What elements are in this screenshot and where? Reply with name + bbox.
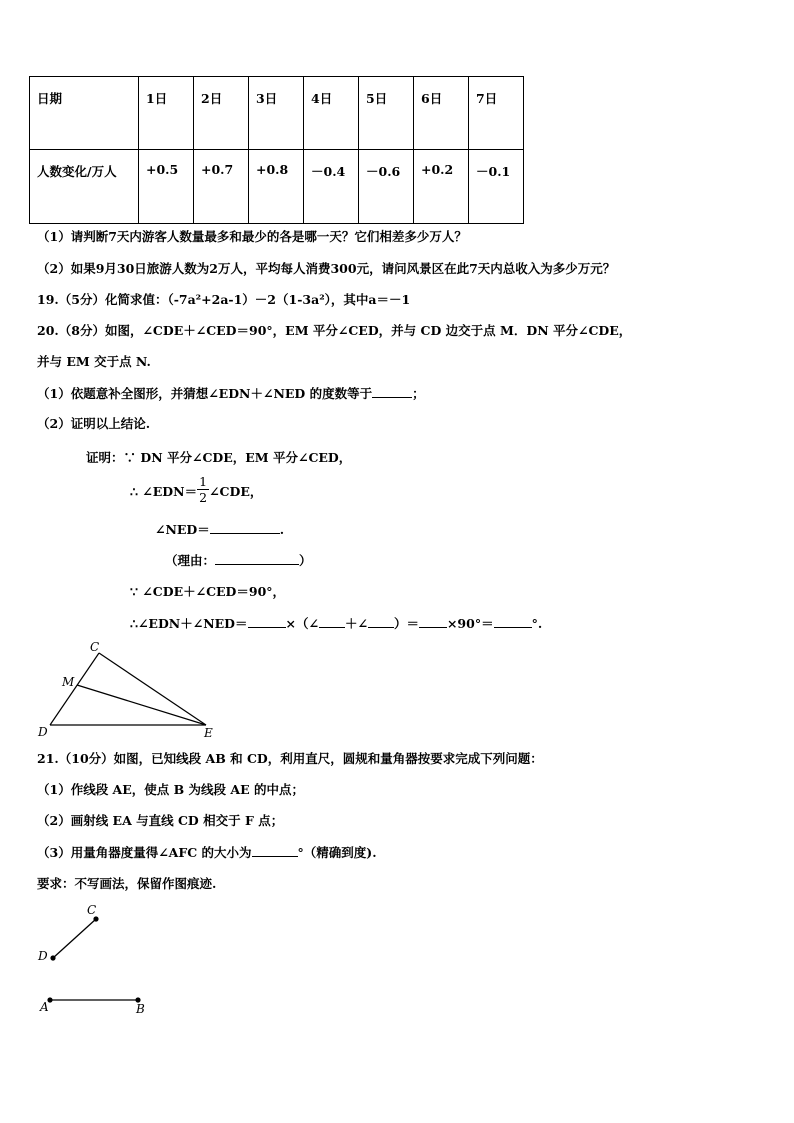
answer-blank[interactable] <box>215 552 299 565</box>
q20-sub2: （2）证明以上结论. <box>37 416 151 431</box>
segment-me <box>77 685 206 725</box>
segment-ce <box>99 653 206 725</box>
q18-sub1: （1）请判断7天内游客人数量最多和最少的各是哪一天？它们相差多少万人？ <box>37 229 467 244</box>
table-row <box>30 150 524 224</box>
table-header-row <box>30 77 524 150</box>
proof-line-6-part: ×90°＝ <box>446 616 494 631</box>
segment-cd <box>53 919 96 958</box>
proof-line-4-pre: （理由： <box>165 553 216 568</box>
q20-sub1 <box>37 385 425 402</box>
proof-line-6 <box>130 615 542 632</box>
answer-blank[interactable] <box>319 615 345 628</box>
q21-sub2: （2）画射线 EA 与直线 CD 相交于 F 点； <box>37 813 284 828</box>
q20-sub1-end: ； <box>412 386 425 401</box>
proof-line-3-end: . <box>279 522 285 537</box>
table-header-cell: 日期 <box>30 77 139 150</box>
q21-sub3-text: （3）用量角器度量得∠AFC 的大小为 <box>37 845 252 860</box>
proof-line-6-part: ）＝ <box>393 616 419 631</box>
proof-line-2 <box>130 474 262 514</box>
label-b: B <box>136 1002 145 1016</box>
proof-line-6-part: ×（∠ <box>285 616 319 631</box>
table-header-cell: 1日 <box>139 77 194 150</box>
table-cell: －0.6 <box>359 150 414 224</box>
table-header-cell: 4日 <box>304 77 359 150</box>
table-header-cell: 3日 <box>249 77 304 150</box>
table-cell: +0.7 <box>194 150 249 224</box>
table-row-label: 人数变化/万人 <box>30 150 139 224</box>
label-a: A <box>40 1000 49 1014</box>
answer-blank[interactable] <box>494 615 532 628</box>
tourist-change-table <box>29 76 524 224</box>
q21-requirement: 要求：不写画法，保留作图痕迹. <box>37 876 217 891</box>
answer-blank[interactable] <box>210 521 280 534</box>
q20-line2: 并与 EM 交于点 N. <box>37 354 151 369</box>
q20-line1: 20.（8分）如图，∠CDE＋∠CED＝90°，EM 平分∠CED，并与 CD 边交于点 M．DN 平分∠CDE， <box>37 323 632 338</box>
proof-line-1: 证明：∵ DN 平分∠CDE，EM 平分∠CED， <box>86 450 352 465</box>
q21-sub3 <box>37 844 377 861</box>
table-header-cell: 7日 <box>469 77 524 150</box>
q21-sub1: （1）作线段 AE，使点 B 为线段 AE 的中点； <box>37 782 304 797</box>
table-header-cell: 2日 <box>194 77 249 150</box>
fraction-numerator: 1 <box>197 474 209 490</box>
proof-line-6-part: ∴∠EDN＋∠NED＝ <box>130 616 248 631</box>
answer-blank[interactable] <box>372 385 412 398</box>
answer-blank[interactable] <box>368 615 394 628</box>
answer-blank[interactable] <box>248 615 286 628</box>
proof-line-5: ∵ ∠CDE＋∠CED＝90°， <box>130 584 286 599</box>
proof-line-3-text: ∠NED＝ <box>155 522 210 537</box>
proof-line-6-part: ＋∠ <box>344 616 368 631</box>
point-d <box>50 955 55 960</box>
table-cell: －0.4 <box>304 150 359 224</box>
label-m: M <box>62 675 75 689</box>
q19-text: 19.（5分）化简求值：（-7a²+2a-1）－2（1-3a²），其中a＝－1 <box>37 292 411 307</box>
table-cell: －0.1 <box>469 150 524 224</box>
answer-blank[interactable] <box>252 844 298 857</box>
proof-line-2-pre: ∴ ∠EDN＝ <box>130 484 198 499</box>
table-header-cell: 5日 <box>359 77 414 150</box>
q21-title: 21.（10分）如图，已知线段 AB 和 CD，利用直尺，圆规和量角器按要求完成下列问题： <box>37 751 543 766</box>
label-d: D <box>38 725 48 739</box>
table-cell: +0.8 <box>249 150 304 224</box>
proof-line-3 <box>155 521 284 538</box>
point-c <box>93 916 98 921</box>
table-cell: +0.5 <box>139 150 194 224</box>
table-header-cell: 6日 <box>414 77 469 150</box>
q21-sub3-end: °（精确到度). <box>297 845 377 860</box>
proof-line-6-part: °. <box>531 616 543 631</box>
proof-line-4-post: ） <box>299 553 312 568</box>
q18-sub2: （2）如果9月30日旅游人数为2万人，平均每人消费300元，请问风景区在此7天内总收入为多少万元？ <box>37 261 616 276</box>
triangle-figure <box>30 635 230 745</box>
answer-blank[interactable] <box>419 615 447 628</box>
segments-figure <box>30 900 180 1020</box>
fraction <box>197 474 209 506</box>
label-c: C <box>90 640 100 654</box>
proof-line-2-post: ∠CDE， <box>209 484 263 499</box>
q20-sub1-text: （1）依题意补全图形，并猜想∠EDN＋∠NED 的度数等于 <box>37 386 373 401</box>
fraction-denominator: 2 <box>199 490 208 505</box>
label-c: C <box>87 903 97 917</box>
label-d: D <box>38 949 48 963</box>
proof-line-4 <box>165 552 312 569</box>
label-e: E <box>204 726 213 740</box>
table-cell: +0.2 <box>414 150 469 224</box>
